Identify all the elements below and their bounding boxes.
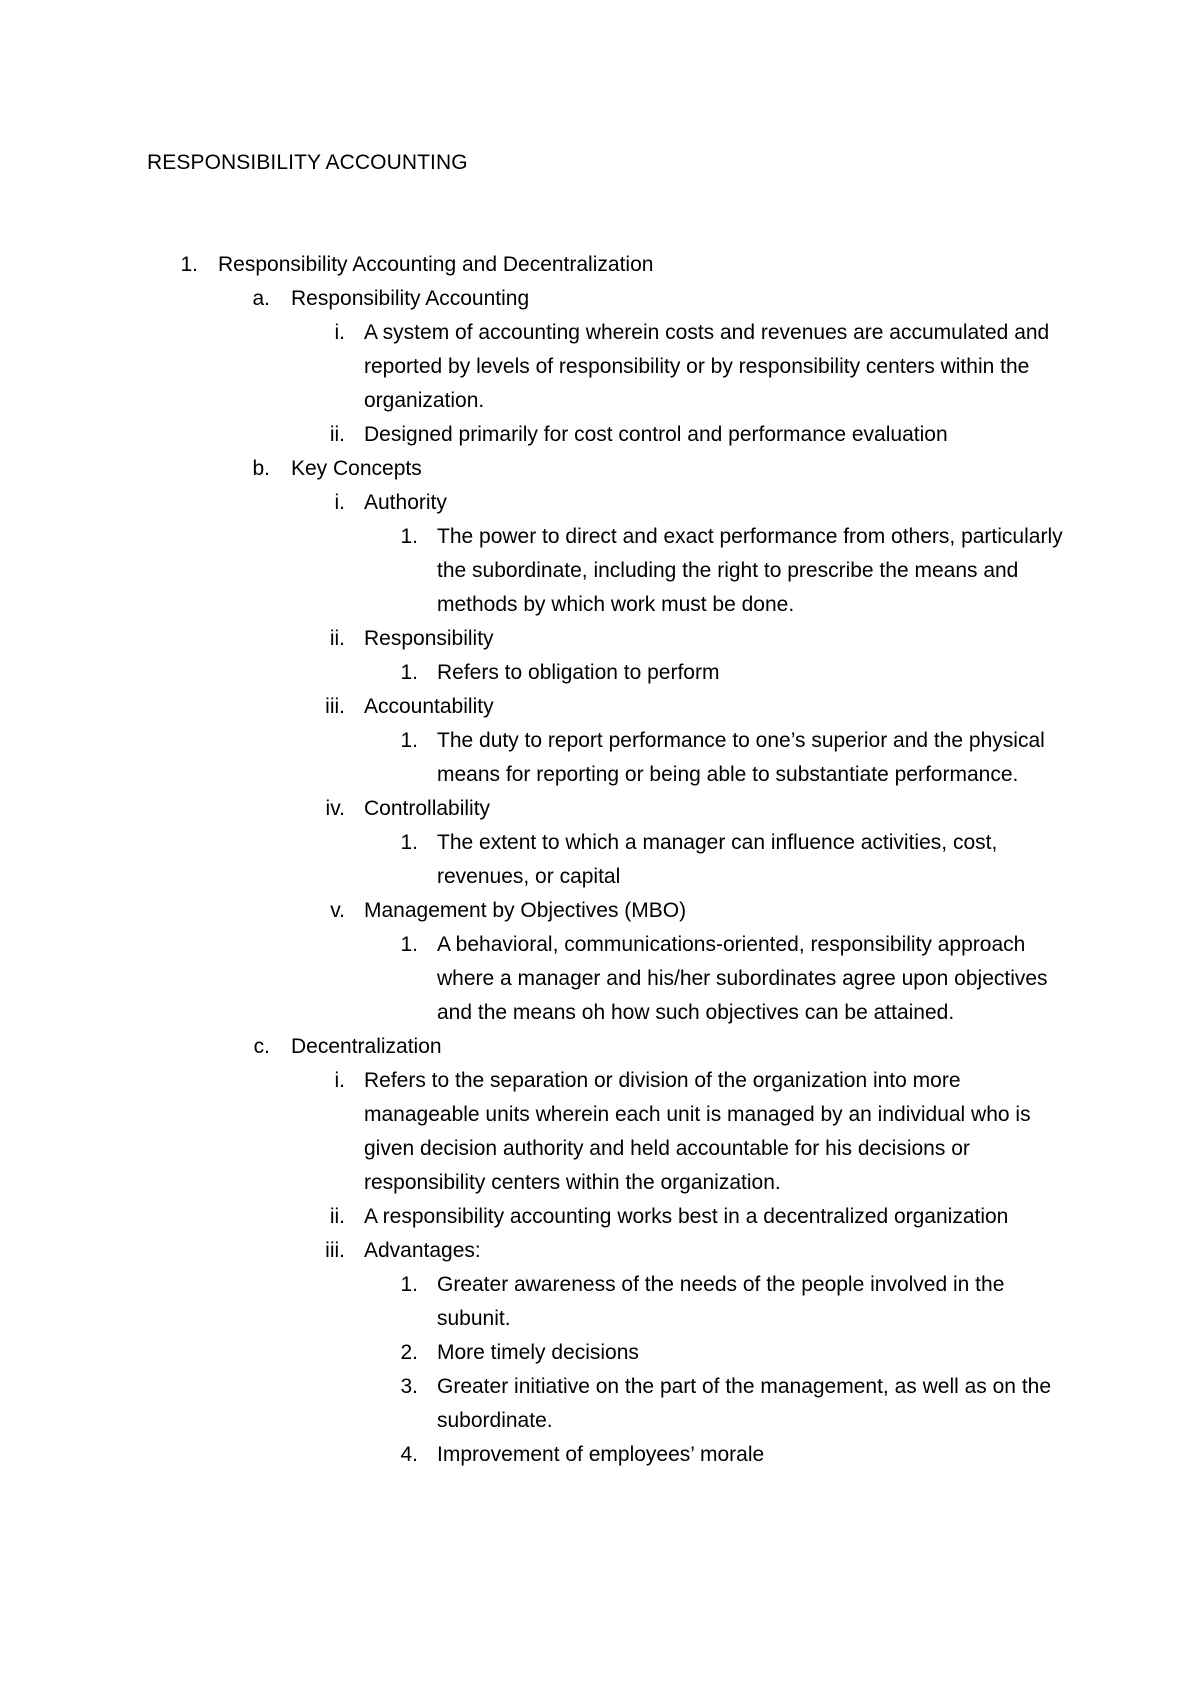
outline-text: Designed primarily for cost control and performance evaluation [364, 423, 948, 446]
outline-item-level-3 [0, 1234, 1200, 1268]
outline-list [0, 248, 1200, 1472]
outline-text: A responsibility accounting works best in a decentralized organization [364, 1205, 1009, 1228]
outline-text: Authority [364, 491, 447, 514]
outline-text: Refers to the separation or division of the organization into more manageable units wherein each unit is managed by an individual who is given decision authority and held accountable for his decisions or responsibility centers within the organization. [364, 1069, 1031, 1194]
outline-marker: v. [330, 899, 345, 922]
outline-text: The extent to which a manager can influence activities, cost, revenues, or capital [437, 831, 998, 888]
outline-text: More timely decisions [437, 1341, 639, 1364]
outline-text: Refers to obligation to perform [437, 661, 720, 684]
outline-marker: ii. [329, 627, 345, 650]
outline-marker: 1. [400, 1273, 418, 1296]
outline-text: Controllability [364, 797, 491, 820]
outline-marker: ii. [329, 423, 345, 446]
outline-item-level-3 [0, 894, 1200, 928]
outline-marker: i. [334, 1069, 345, 1092]
outline-marker: 1. [400, 933, 418, 956]
outline-item-level-3 [0, 486, 1200, 520]
outline-marker: iii. [325, 695, 345, 718]
outline-item-level-4 [0, 656, 1200, 690]
outline-text: Responsibility Accounting [291, 287, 530, 310]
outline-item-level-4 [0, 1336, 1200, 1370]
outline-item-level-2 [0, 452, 1200, 486]
outline-item-level-2 [0, 282, 1200, 316]
outline-marker: b. [252, 457, 270, 480]
outline-marker: 1. [180, 253, 198, 276]
outline-marker: 3. [400, 1375, 418, 1398]
outline-text: A behavioral, communications-oriented, responsibility approach where a manager and his/her subordinates agree upon objectives and the means oh how such objectives can be attained. [437, 933, 1048, 1024]
outline-item-level-3 [0, 1064, 1200, 1200]
outline-marker: 1. [400, 729, 418, 752]
outline-item-level-4 [0, 826, 1200, 894]
outline-text: Greater awareness of the needs of the people involved in the subunit. [437, 1273, 1005, 1330]
outline-marker: ii. [329, 1205, 345, 1228]
outline-item-level-4 [0, 724, 1200, 792]
outline-item-level-3 [0, 1200, 1200, 1234]
outline-marker: iv. [325, 797, 345, 820]
outline-marker: 1. [400, 661, 418, 684]
outline-item-level-3 [0, 622, 1200, 656]
outline-marker: i. [334, 491, 345, 514]
outline-text: The duty to report performance to one’s superior and the physical means for reporting or being able to substantiate performance. [437, 729, 1045, 786]
outline-text: Greater initiative on the part of the management, as well as on the subordinate. [437, 1375, 1052, 1432]
outline-text: Advantages: [364, 1239, 481, 1262]
outline-text: A system of accounting wherein costs and revenues are accumulated and reported by levels of responsibility or by responsibility centers within the organization. [364, 321, 1050, 412]
outline-text: The power to direct and exact performance from others, particularly the subordinate, including the right to prescribe the means and methods by which work must be done. [437, 525, 1063, 616]
document-title: RESPONSIBILITY ACCOUNTING [147, 151, 468, 174]
outline-marker: a. [252, 287, 270, 310]
outline-marker: 1. [400, 525, 418, 548]
outline-text: Decentralization [291, 1035, 442, 1058]
outline-item-level-3 [0, 418, 1200, 452]
outline-text: Accountability [364, 695, 494, 718]
outline-marker: 2. [400, 1341, 418, 1364]
outline-item-level-3 [0, 690, 1200, 724]
outline-item-level-4 [0, 1268, 1200, 1336]
outline-item-level-4 [0, 928, 1200, 1030]
outline-text: Improvement of employees’ morale [437, 1443, 765, 1466]
outline-marker: c. [253, 1035, 270, 1058]
outline-item-level-2 [0, 1030, 1200, 1064]
outline-marker: 1. [400, 831, 418, 854]
outline-text: Management by Objectives (MBO) [364, 899, 687, 922]
outline-item-level-4 [0, 520, 1200, 622]
outline-text: Key Concepts [291, 457, 422, 480]
outline-item-level-3 [0, 316, 1200, 418]
outline-text: Responsibility [364, 627, 494, 650]
outline-text: Responsibility Accounting and Decentralization [218, 253, 654, 276]
outline-item-level-4 [0, 1438, 1200, 1472]
outline-marker: iii. [325, 1239, 345, 1262]
outline-item-level-3 [0, 792, 1200, 826]
outline-marker: i. [334, 321, 345, 344]
outline-item-level-4 [0, 1370, 1200, 1438]
outline-item-level-1 [0, 248, 1200, 282]
outline-marker: 4. [400, 1443, 418, 1466]
